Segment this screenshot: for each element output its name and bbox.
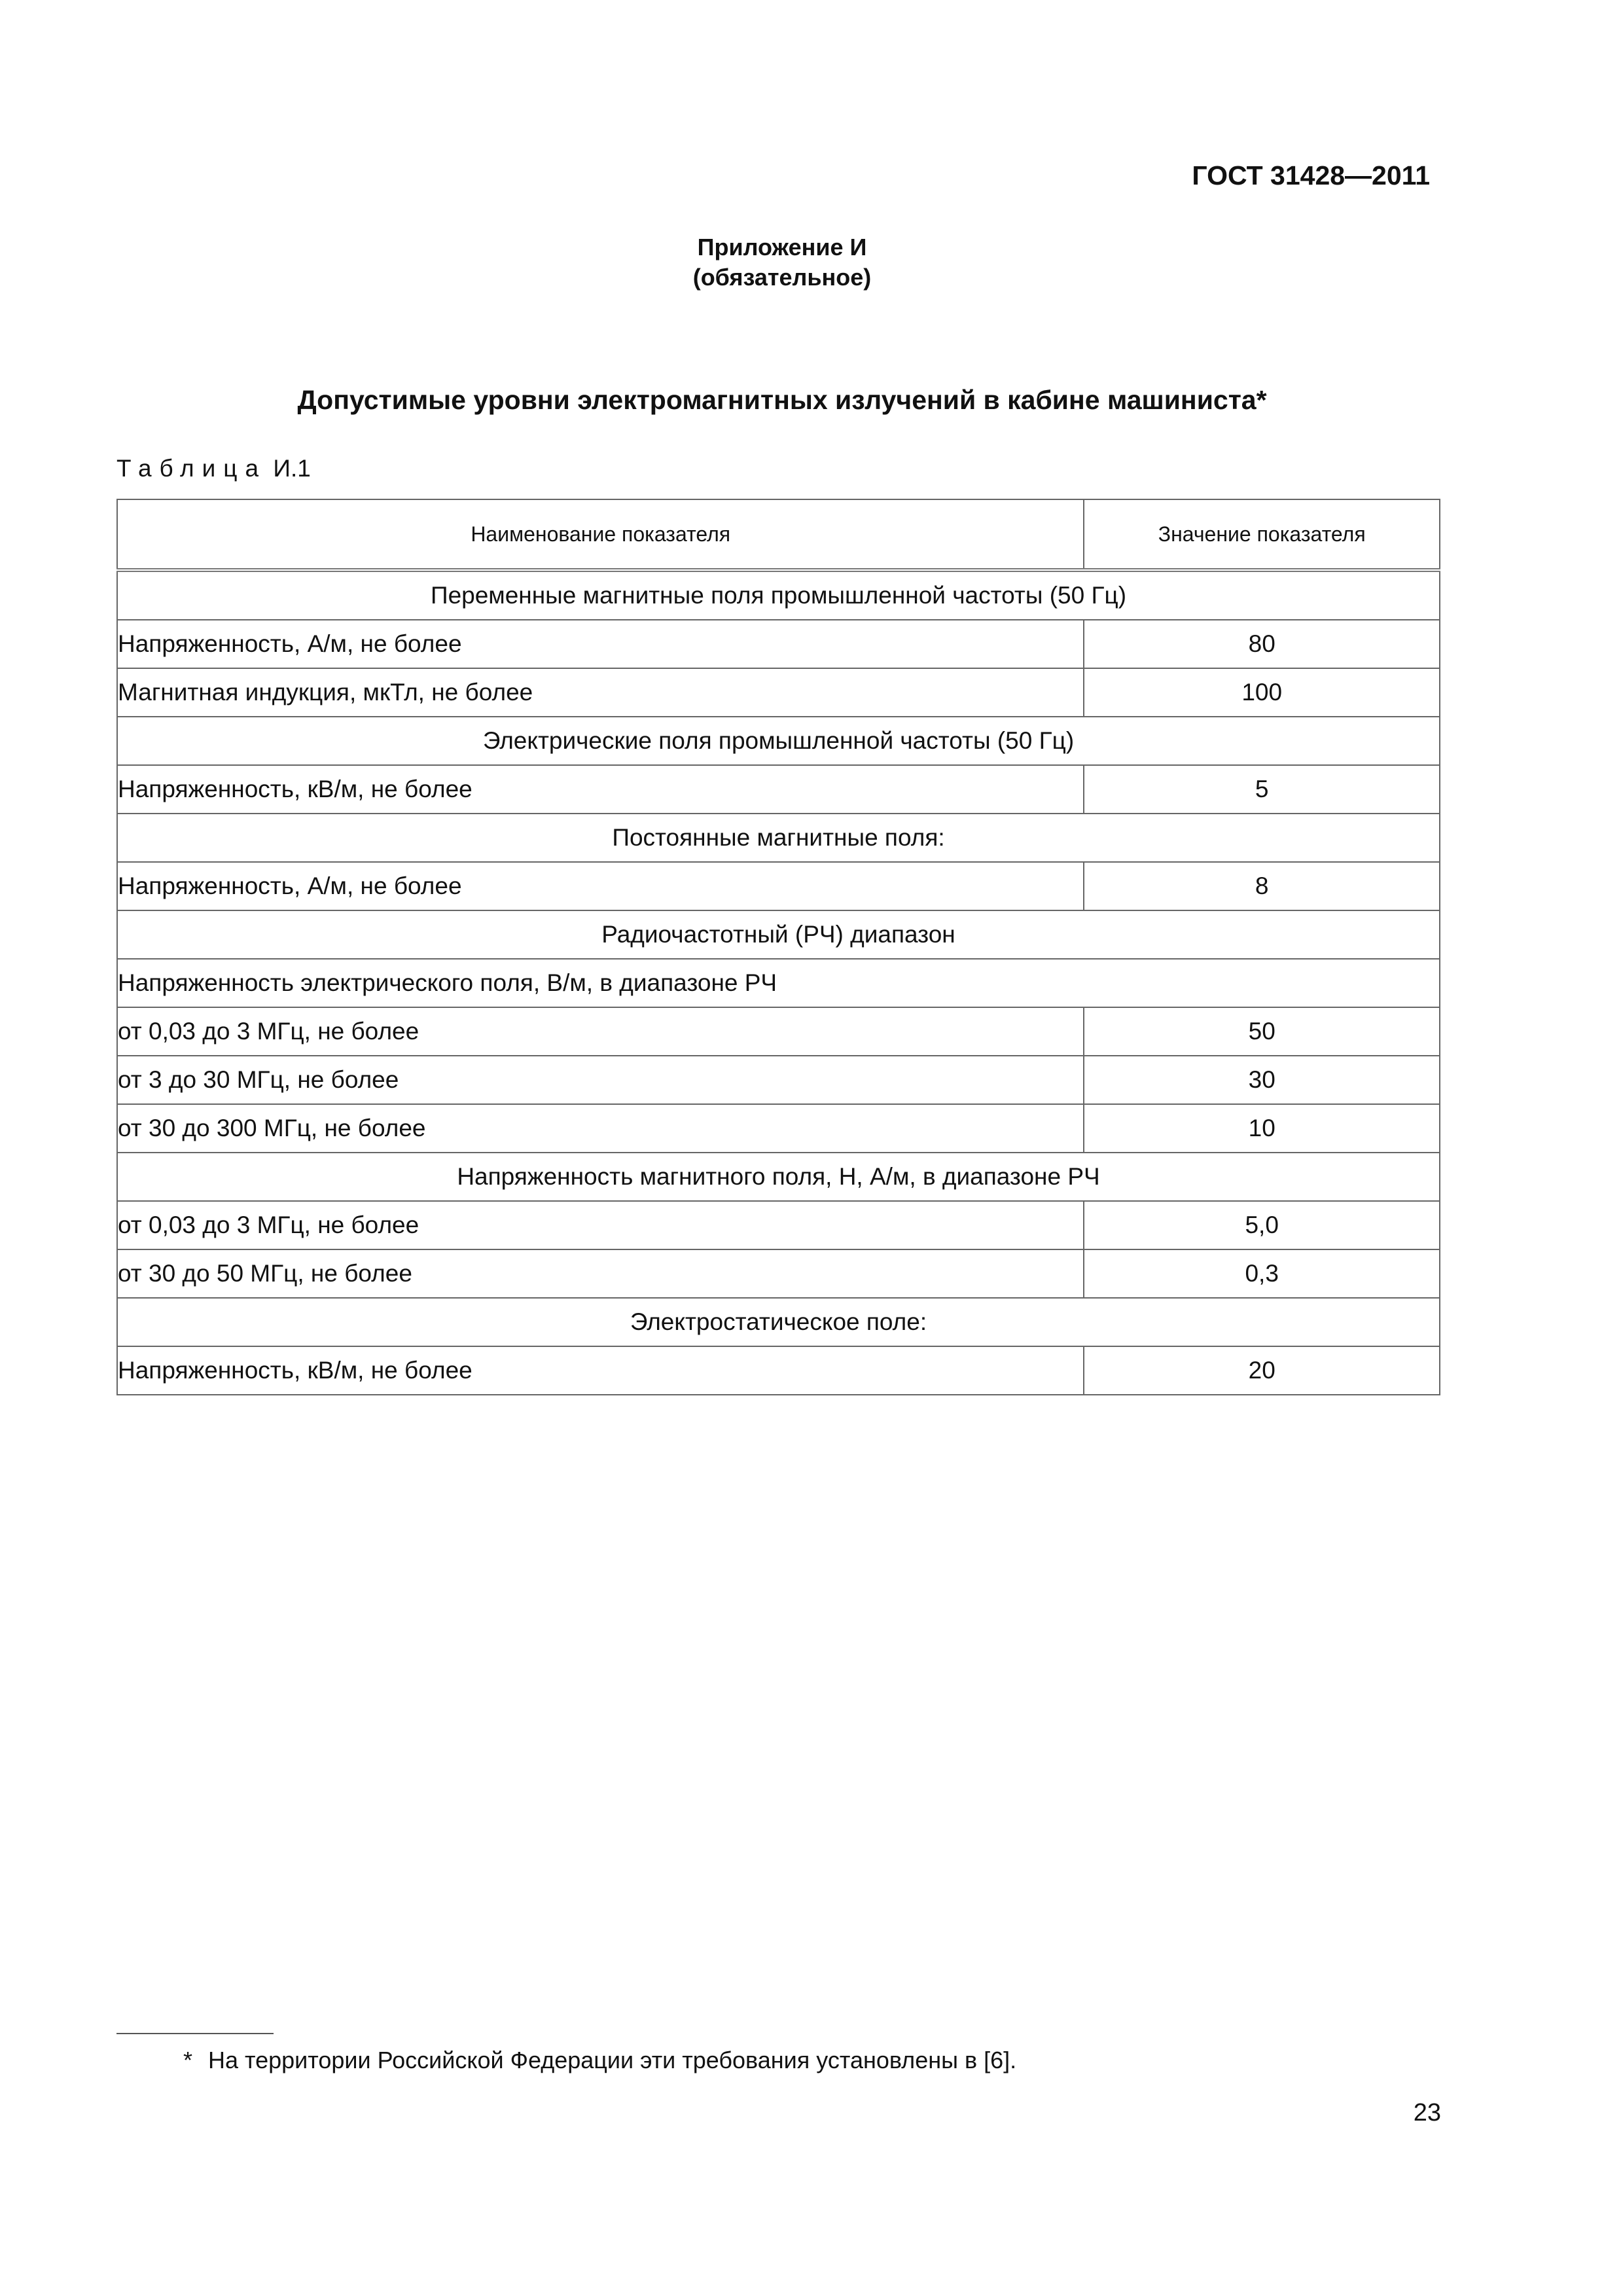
table-row [117,620,1440,668]
row-value: 50 [1084,1007,1440,1056]
section-title: Электрические поля промышленной частоты (50 Гц) [117,717,1440,765]
section-row [117,910,1440,959]
table-caption [116,455,311,482]
subsection-title: Напряженность электрического поля, В/м, в диапазоне РЧ [117,959,1440,1007]
row-value: 80 [1084,620,1440,668]
row-value: 5 [1084,765,1440,814]
appendix-heading [0,232,1564,293]
limits-table [116,499,1440,1395]
table-row [117,668,1440,717]
row-name: Напряженность, А/м, не более [117,620,1084,668]
row-value: 30 [1084,1056,1440,1104]
row-name: Напряженность, кВ/м, не более [117,765,1084,814]
page-title: Допустимые уровни электромагнитных излучений в кабине машиниста* [297,385,1267,415]
table-row [117,1104,1440,1153]
section-title: Напряженность магнитного поля, Н, А/м, в диапазоне РЧ [117,1153,1440,1201]
row-name: от 30 до 300 МГц, не более [117,1104,1084,1153]
table-row [117,1007,1440,1056]
section-row [117,570,1440,620]
row-value: 10 [1084,1104,1440,1153]
section-title: Постоянные магнитные поля: [117,814,1440,862]
table-row [117,1201,1440,1249]
table-row [117,1346,1440,1395]
row-value: 100 [1084,668,1440,717]
table-row [117,1056,1440,1104]
row-value: 20 [1084,1346,1440,1395]
column-header-name: Наименование показателя [117,499,1084,570]
footnote [183,2047,1016,2074]
row-name: от 3 до 30 МГц, не более [117,1056,1084,1104]
subsection-row [117,959,1440,1007]
row-name: от 0,03 до 3 МГц, не более [117,1007,1084,1056]
table-row [117,765,1440,814]
section-title: Электростатическое поле: [117,1298,1440,1346]
section-title: Радиочастотный (РЧ) диапазон [117,910,1440,959]
section-title: Переменные магнитные поля промышленной частоты (50 Гц) [117,570,1440,620]
row-value: 5,0 [1084,1201,1440,1249]
footnote-text: На территории Российской Федерации эти требования установлены в [6]. [208,2047,1017,2073]
table-caption-word: Таблица [116,455,267,482]
footnote-divider [116,2033,274,2034]
section-row [117,814,1440,862]
row-name: от 0,03 до 3 МГц, не более [117,1201,1084,1249]
section-row [117,1153,1440,1201]
row-value: 0,3 [1084,1249,1440,1298]
page-number: 23 [1413,2099,1441,2126]
section-row [117,717,1440,765]
row-name: Магнитная индукция, мкТл, не более [117,668,1084,717]
column-header-value: Значение показателя [1084,499,1440,570]
table-row [117,1249,1440,1298]
table-row [117,862,1440,910]
appendix-label: Приложение И [697,234,867,260]
row-name: Напряженность, кВ/м, не более [117,1346,1084,1395]
section-row [117,1298,1440,1346]
document-code: ГОСТ 31428—2011 [1192,160,1430,190]
table-header-row [117,499,1440,570]
footnote-mark: * [183,2047,193,2073]
table-caption-number: И.1 [273,455,311,482]
row-name: от 30 до 50 МГц, не более [117,1249,1084,1298]
appendix-status: (обязательное) [692,264,872,291]
row-name: Напряженность, А/м, не более [117,862,1084,910]
row-value: 8 [1084,862,1440,910]
